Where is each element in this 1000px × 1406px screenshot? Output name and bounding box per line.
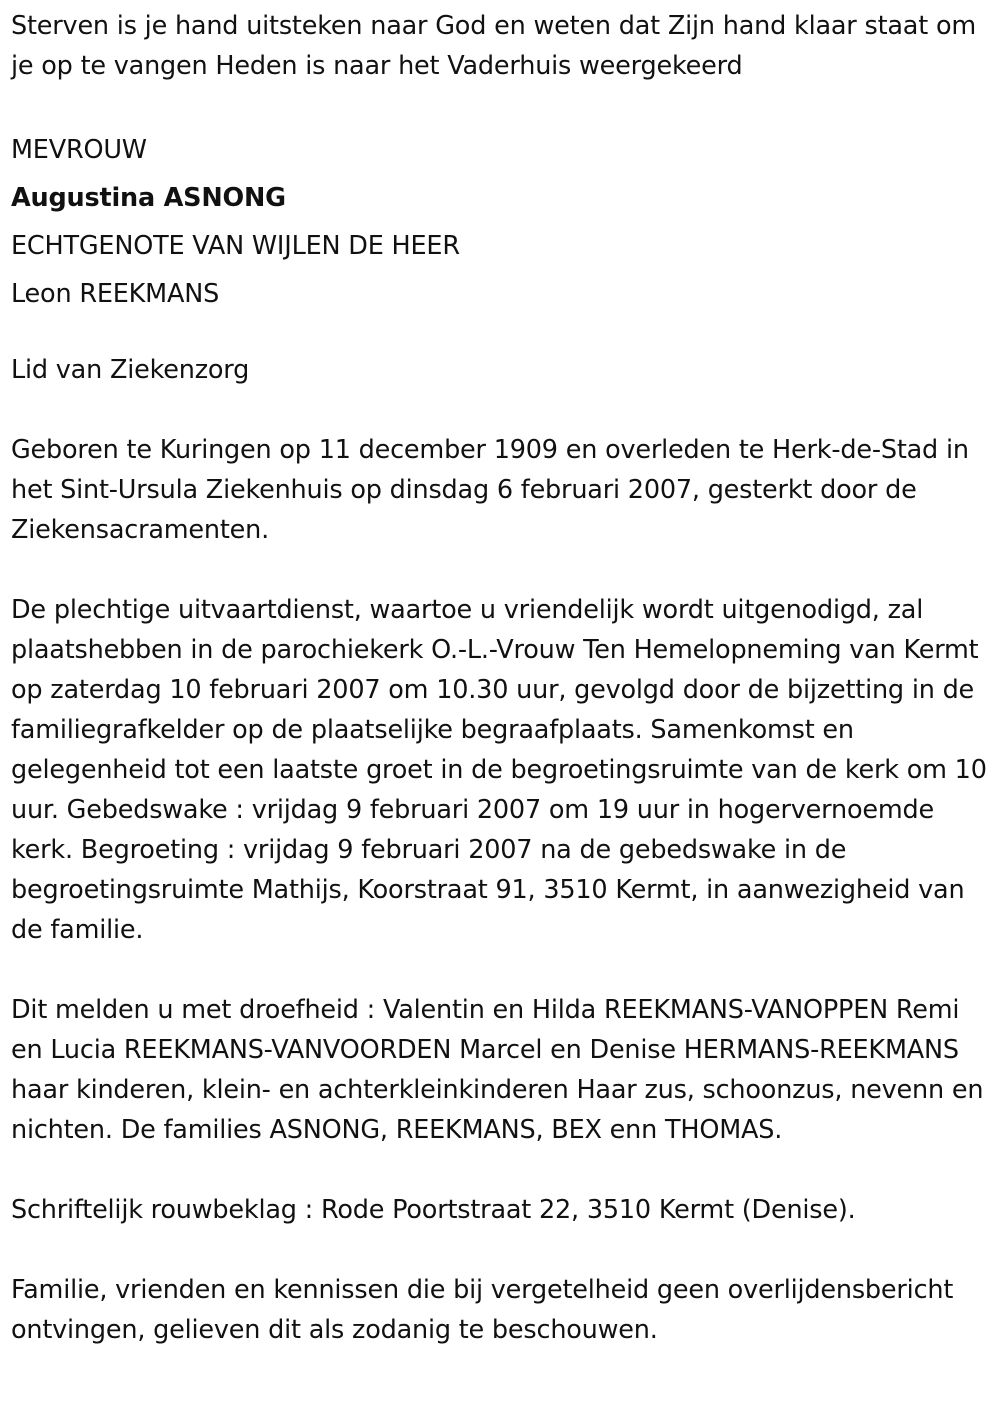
motto-text: Sterven is je hand uitsteken naar God en weten dat Zijn hand klaar staat om je op te vangen Heden is naar het Vaderhuis weergekeerd <box>11 11 976 81</box>
funeral-text: De plechtige uitvaartdienst, waartoe u vriendelijk wordt uitgenodigd, zal plaatshebben in de parochiekerk O.-L.-Vrouw Ten Hemelopneming van Kermt op zaterdag 10 februari 2007 om 10.30 uur, gevolgd door de bijzetting in de familiegrafkelder op de plaatselijke begraafplaats. Samenkomst en gelegenheid tot een laatste groet in de begroetingsruimte van de kerk om 10 uur. Gebedswake : vrijdag 9 februari 2007 om 19 uur in hogervernoemde kerk. Begroeting : vrijdag 9 februari 2007 na de gebedswake in de begroetingsruimte Mathijs, Koorstraat 91, 3510 Kermt, in aanwezigheid van de familie. <box>11 595 987 945</box>
deceased-relation: ECHTGENOTE VAN WIJLEN DE HEER <box>11 231 460 261</box>
deceased-name: Augustina ASNONG <box>11 183 286 213</box>
family-text: Dit melden u met droefheid : Valentin en Hilda REEKMANS-VANOPPEN Remi en Lucia REEKMANS-VANVOORDEN Marcel en Denise HERMANS-REEKMANS haar kinderen, klein- en achterkleinkinderen Haar zus, schoonzus, nevenn en nichten. De families ASNONG, REEKMANS, BEX enn THOMAS. <box>11 995 984 1145</box>
condolences-text: Schriftelijk rouwbeklag : Rode Poortstraat 22, 3510 Kermt (Denise). <box>11 1195 856 1225</box>
deceased-title: MEVROUW <box>11 135 147 165</box>
membership-text: Lid van Ziekenzorg <box>11 355 250 385</box>
deceased-spouse: Leon REEKMANS <box>11 279 220 309</box>
obituary-document <box>11 6 993 1350</box>
deceased-block <box>11 126 993 318</box>
birth-death-text: Geboren te Kuringen op 11 december 1909 en overleden te Herk-de-Stad in het Sint-Ursula Ziekenhuis op dinsdag 6 februari 2007, gesterkt door de Ziekensacramenten. <box>11 435 969 545</box>
closing-text: Familie, vrienden en kennissen die bij vergetelheid geen overlijdensbericht ontvingen, gelieven dit als zodanig te beschouwen. <box>11 1275 954 1345</box>
